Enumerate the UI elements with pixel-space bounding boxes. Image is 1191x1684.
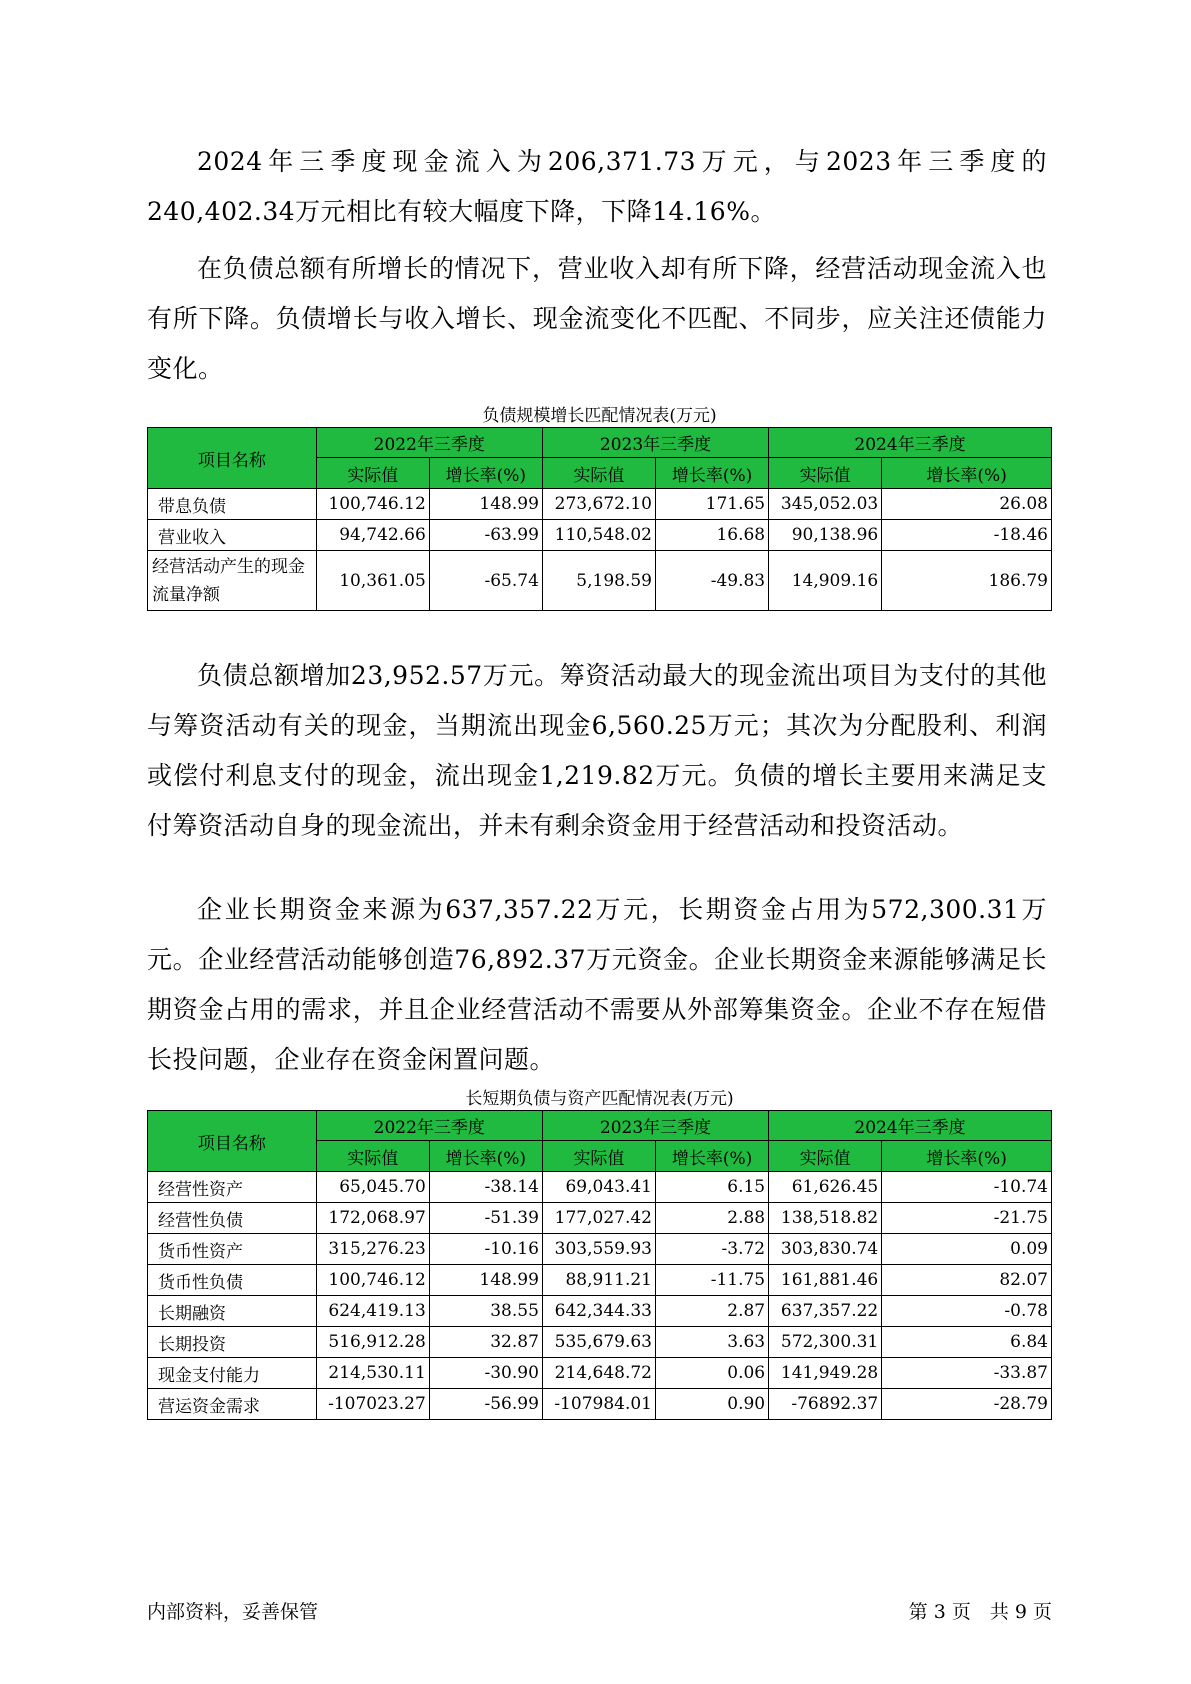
cell-value: 138,518.82 <box>769 1203 882 1234</box>
page-number: 第 3 页 共 9 页 <box>908 1601 1052 1623</box>
cell-value: 214,530.11 <box>316 1358 429 1389</box>
cell-value: 14,909.16 <box>769 551 882 611</box>
table-row <box>148 551 1052 611</box>
cell-value: 642,344.33 <box>542 1296 655 1327</box>
actual-value-header: 实际值 <box>542 458 655 489</box>
cell-value: -49.83 <box>656 551 769 611</box>
cell-value: 0.09 <box>882 1234 1052 1265</box>
row-label: 经营性资产 <box>148 1172 317 1203</box>
actual-value-header: 实际值 <box>769 1141 882 1172</box>
row-label: 带息负债 <box>148 489 317 520</box>
growth-rate-header: 增长率(%) <box>656 1141 769 1172</box>
cell-value: 26.08 <box>882 489 1052 520</box>
cell-value: -63.99 <box>429 520 542 551</box>
cell-value: -107984.01 <box>542 1389 655 1420</box>
table-row <box>148 489 1052 520</box>
cell-value: -10.16 <box>429 1234 542 1265</box>
cell-value: 3.63 <box>656 1327 769 1358</box>
period-header-2024: 2024年三季度 <box>769 1111 1052 1141</box>
cell-value: 2.88 <box>656 1203 769 1234</box>
cell-value: 315,276.23 <box>316 1234 429 1265</box>
cell-value: 2.87 <box>656 1296 769 1327</box>
paragraph-financing-outflow: 负债总额增加23,952.57万元。筹资活动最大的现金流出项目为支付的其他与筹资活动有关的现金，当期流出现金6,560.25万元；其次为分配股利、利润或偿付利息支付的现金，流出现金1,219.82万元。负债的增长主要用来满足支付筹资活动自身的现金流出，并未有剩余资金用于经营活动和投资活动。 <box>147 661 1047 840</box>
row-label: 经营活动产生的现金流量净额 <box>148 551 317 611</box>
cell-value: 345,052.03 <box>769 489 882 520</box>
actual-value-header: 实际值 <box>769 458 882 489</box>
growth-rate-header: 增长率(%) <box>882 1141 1052 1172</box>
cell-value: -0.78 <box>882 1296 1052 1327</box>
cell-value: 88,911.21 <box>542 1265 655 1296</box>
cell-value: 94,742.66 <box>316 520 429 551</box>
item-name-header: 项目名称 <box>148 1111 317 1172</box>
period-header-2023: 2023年三季度 <box>542 428 768 458</box>
cell-value: 148.99 <box>429 489 542 520</box>
table-row <box>148 1265 1052 1296</box>
growth-rate-header: 增长率(%) <box>429 458 542 489</box>
cell-value: 90,138.96 <box>769 520 882 551</box>
cell-value: -3.72 <box>656 1234 769 1265</box>
cell-value: 535,679.63 <box>542 1327 655 1358</box>
table-row <box>148 1172 1052 1203</box>
row-label: 营业收入 <box>148 520 317 551</box>
debt-growth-table <box>147 427 1052 611</box>
cell-value: 148.99 <box>429 1265 542 1296</box>
row-label: 长期投资 <box>148 1327 317 1358</box>
cell-value: 69,043.41 <box>542 1172 655 1203</box>
growth-rate-header: 增长率(%) <box>429 1141 542 1172</box>
cell-value: -21.75 <box>882 1203 1052 1234</box>
cell-value: 100,746.12 <box>316 1265 429 1296</box>
item-name-header: 项目名称 <box>148 428 317 489</box>
cell-value: 171.65 <box>656 489 769 520</box>
cell-value: 624,419.13 <box>316 1296 429 1327</box>
table-row <box>148 520 1052 551</box>
table-row <box>148 1203 1052 1234</box>
row-label: 长期融资 <box>148 1296 317 1327</box>
cell-value: 32.87 <box>429 1327 542 1358</box>
table-row <box>148 1296 1052 1327</box>
cell-value: -51.39 <box>429 1203 542 1234</box>
cell-value: 6.84 <box>882 1327 1052 1358</box>
debt-asset-match-table <box>147 1110 1052 1420</box>
cell-value: 82.07 <box>882 1265 1052 1296</box>
cell-value: -76892.37 <box>769 1389 882 1420</box>
cell-value: 0.06 <box>656 1358 769 1389</box>
row-label: 货币性负债 <box>148 1265 317 1296</box>
row-label: 营运资金需求 <box>148 1389 317 1420</box>
cell-value: 303,559.93 <box>542 1234 655 1265</box>
cell-value: -18.46 <box>882 520 1052 551</box>
paragraph-cash-inflow: 2024年三季度现金流入为206,371.73万元，与2023年三季度的240,402.34万元相比有较大幅度下降，下降14.16%。 <box>147 147 1047 226</box>
table-row <box>148 1358 1052 1389</box>
cell-value: 172,068.97 <box>316 1203 429 1234</box>
table-row <box>148 1389 1052 1420</box>
cell-value: -11.75 <box>656 1265 769 1296</box>
period-header-2022: 2022年三季度 <box>316 428 542 458</box>
row-label: 现金支付能力 <box>148 1358 317 1389</box>
cell-value: 6.15 <box>656 1172 769 1203</box>
cell-value: 110,548.02 <box>542 520 655 551</box>
cell-value: -38.14 <box>429 1172 542 1203</box>
cell-value: 16.68 <box>656 520 769 551</box>
cell-value: 572,300.31 <box>769 1327 882 1358</box>
table-row <box>148 1234 1052 1265</box>
cell-value: 65,045.70 <box>316 1172 429 1203</box>
cell-value: -28.79 <box>882 1389 1052 1420</box>
cell-value: 637,357.22 <box>769 1296 882 1327</box>
cell-value: 186.79 <box>882 551 1052 611</box>
row-label: 经营性负债 <box>148 1203 317 1234</box>
cell-value: -65.74 <box>429 551 542 611</box>
cell-value: 516,912.28 <box>316 1327 429 1358</box>
actual-value-header: 实际值 <box>542 1141 655 1172</box>
cell-value: -107023.27 <box>316 1389 429 1420</box>
cell-value: 0.90 <box>656 1389 769 1420</box>
growth-rate-header: 增长率(%) <box>882 458 1052 489</box>
row-label: 货币性资产 <box>148 1234 317 1265</box>
cell-value: 141,949.28 <box>769 1358 882 1389</box>
cell-value: 38.55 <box>429 1296 542 1327</box>
cell-value: 10,361.05 <box>316 551 429 611</box>
paragraph-long-term-funds: 企业长期资金来源为637,357.22万元，长期资金占用为572,300.31万元。企业经营活动能够创造76,892.37万元资金。企业长期资金来源能够满足长期资金占用的需求，并且企业经营活动不需要从外部筹集资金。企业不存在短借长投问题，企业存在资金闲置问题。 <box>147 895 1047 1074</box>
actual-value-header: 实际值 <box>316 458 429 489</box>
cell-value: -30.90 <box>429 1358 542 1389</box>
cell-value: 161,881.46 <box>769 1265 882 1296</box>
table-row <box>148 1327 1052 1358</box>
cell-value: -56.99 <box>429 1389 542 1420</box>
period-header-2024: 2024年三季度 <box>769 428 1052 458</box>
paragraph-debt-growth: 在负债总额有所增长的情况下，营业收入却有所下降，经营活动现金流入也有所下降。负债增长与收入增长、现金流变化不匹配、不同步，应关注还债能力变化。 <box>147 254 1047 383</box>
cell-value: 61,626.45 <box>769 1172 882 1203</box>
cell-value: 303,830.74 <box>769 1234 882 1265</box>
actual-value-header: 实际值 <box>316 1141 429 1172</box>
period-header-2023: 2023年三季度 <box>542 1111 768 1141</box>
period-header-2022: 2022年三季度 <box>316 1111 542 1141</box>
cell-value: 5,198.59 <box>542 551 655 611</box>
cell-value: -33.87 <box>882 1358 1052 1389</box>
cell-value: 214,648.72 <box>542 1358 655 1389</box>
cell-value: 177,027.42 <box>542 1203 655 1234</box>
table2-caption: 长短期负债与资产匹配情况表(万元) <box>465 1089 734 1109</box>
table1-caption: 负债规模增长匹配情况表(万元) <box>482 406 717 426</box>
cell-value: -10.74 <box>882 1172 1052 1203</box>
footer-confidential-note: 内部资料，妥善保管 <box>147 1601 319 1623</box>
growth-rate-header: 增长率(%) <box>656 458 769 489</box>
cell-value: 100,746.12 <box>316 489 429 520</box>
cell-value: 273,672.10 <box>542 489 655 520</box>
